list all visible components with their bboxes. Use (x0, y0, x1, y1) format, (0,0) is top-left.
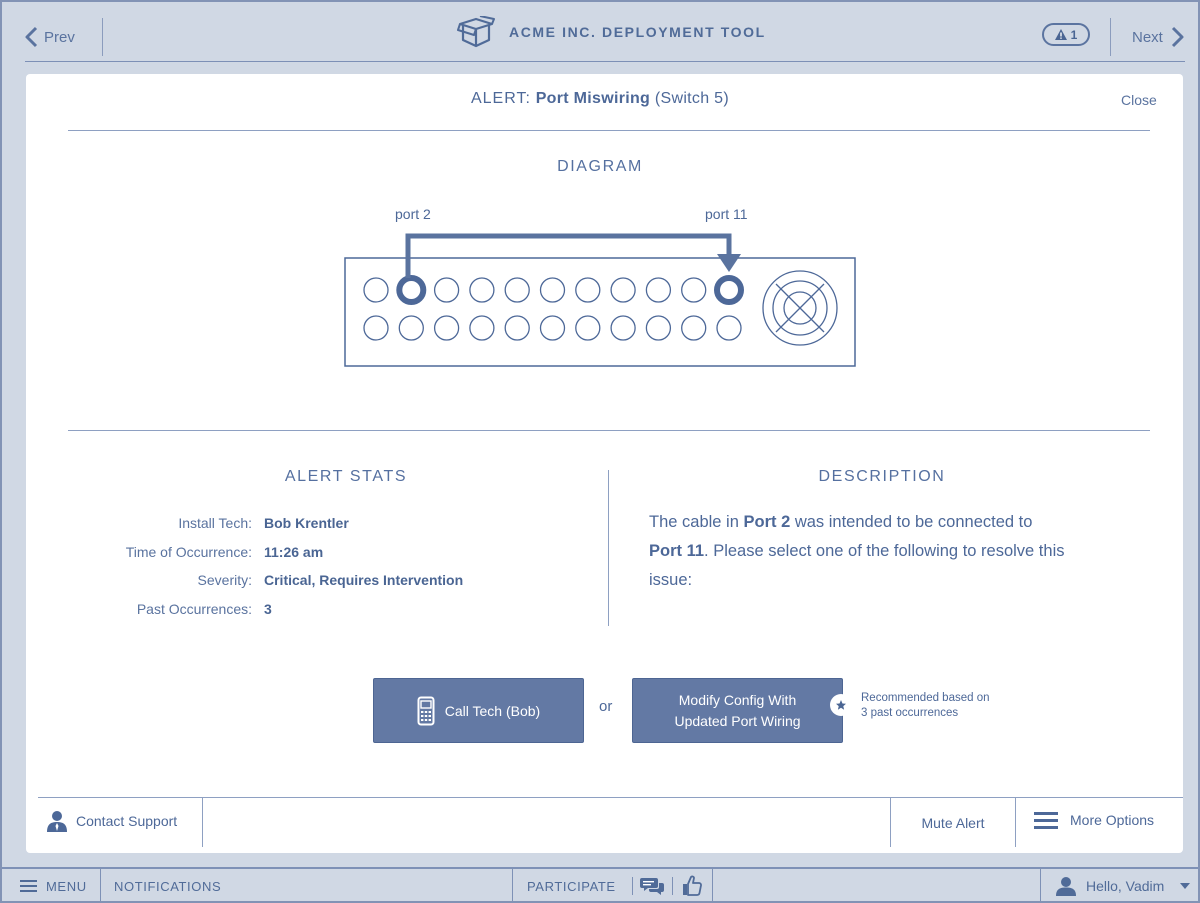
close-button[interactable]: Close (1121, 92, 1157, 108)
chevron-left-icon (24, 26, 38, 48)
alert-context: (Switch 5) (654, 90, 729, 107)
port-1 (364, 278, 388, 302)
port-2-label: port 2 (395, 206, 431, 222)
app-title (457, 16, 766, 48)
divider (68, 430, 1150, 431)
divider (202, 798, 203, 847)
port-6 (541, 278, 565, 302)
next-button[interactable] (1132, 24, 1185, 50)
alert-count-badge[interactable] (1042, 23, 1090, 46)
mute-alert-button[interactable]: Mute Alert (890, 798, 1016, 847)
divider (1110, 18, 1111, 56)
port-2-highlighted (399, 278, 423, 302)
port-22 (717, 316, 741, 340)
more-options-button[interactable] (1034, 810, 1154, 830)
user-avatar-icon (1056, 876, 1076, 896)
or-separator: or (599, 698, 613, 715)
divider (632, 877, 633, 895)
miswire-connector (408, 236, 729, 278)
support-person-icon (46, 810, 68, 832)
port-grid (364, 278, 741, 340)
modify-config-label-1: Modify Config With (678, 691, 797, 708)
recommendation-note: Recommended based on 3 past occurrences (861, 692, 990, 719)
app-title-text: ACME INC. DEPLOYMENT TOOL (509, 24, 766, 40)
port-9 (646, 278, 670, 302)
modify-config-button[interactable] (632, 678, 843, 743)
switch-diagram (26, 74, 1183, 394)
port-10 (682, 278, 706, 302)
port-19 (611, 316, 635, 340)
hamburger-icon (1034, 810, 1058, 830)
fan-icon (763, 271, 837, 345)
port-5 (505, 278, 529, 302)
call-tech-label: Call Tech (Bob) (444, 702, 541, 719)
divider (512, 869, 513, 903)
user-menu[interactable] (1056, 869, 1190, 903)
switch-chassis (345, 258, 855, 366)
alert-stats-heading: ALERT STATS (284, 468, 408, 485)
port-21 (682, 316, 706, 340)
user-greeting: Hello, Vadim (1086, 878, 1165, 894)
alert-title: Port Miswiring (535, 90, 651, 107)
menu-button[interactable] (20, 869, 87, 903)
like-button[interactable] (682, 869, 702, 903)
chat-button[interactable] (640, 869, 664, 903)
contact-support-label: Contact Support (76, 813, 178, 829)
menu-label: MENU (46, 878, 87, 894)
bottom-bar (0, 867, 1200, 903)
divider (712, 869, 713, 903)
warning-icon (1055, 29, 1067, 40)
prev-button[interactable] (24, 24, 75, 50)
card-footer (38, 797, 1183, 847)
port-3 (435, 278, 459, 302)
hamburger-icon (20, 879, 37, 893)
divider (102, 18, 103, 56)
next-label: Next (1132, 28, 1163, 46)
divider (672, 877, 673, 895)
modify-config-label-2: Updated Port Wiring (674, 712, 801, 729)
participate-tab[interactable]: PARTICIPATE (527, 878, 616, 894)
top-bar (0, 0, 1200, 62)
port-13 (399, 316, 423, 340)
connector-arrow (717, 254, 741, 272)
divider (1040, 869, 1041, 903)
port-16 (505, 316, 529, 340)
port-11-highlighted (717, 278, 741, 302)
description-heading: DESCRIPTION (818, 468, 946, 485)
description-text: The cable in Port 2 was intended to be connected to Port 11. Please select one of the following to resolve this issue: (649, 513, 1065, 589)
alert-card: ALERT: Port Miswiring (Switch 5) Close DIAGRAM port 2 port 11 ALERT STATS Install Tech: Bob Krentler Time of Occurrence: 11:26 am Severity: Critical, Requires Intervention Past Occurrences: 3 DESCRIPTION The cable in Port 2 was intended to be connected to Port 11. Please select one of the following to resolve this issue: Call Tech (Bob) or Modify Config With Updated Port Wiring Recommended based on 3 past occurrences Contact Support Mute Alert More Options (26, 74, 1183, 853)
port-11-label: port 11 (705, 206, 748, 222)
port-18 (576, 316, 600, 340)
port-17 (541, 316, 565, 340)
caret-down-icon (1180, 883, 1190, 889)
port-4 (470, 278, 494, 302)
diagram-heading: DIAGRAM (557, 158, 643, 175)
port-8 (611, 278, 635, 302)
notifications-tab[interactable]: NOTIFICATIONS (114, 878, 222, 894)
divider (608, 470, 609, 626)
chat-bubbles-icon (640, 876, 664, 896)
recommended-star-icon (830, 694, 852, 716)
contact-support-button[interactable] (46, 810, 177, 832)
phone-icon (417, 696, 435, 726)
thumbs-up-icon (682, 875, 702, 897)
more-options-label: More Options (1070, 812, 1155, 828)
divider (100, 869, 101, 903)
port-7 (576, 278, 600, 302)
top-bar-rule (25, 61, 1185, 62)
port-15 (470, 316, 494, 340)
port-14 (435, 316, 459, 340)
prev-label: Prev (44, 28, 75, 46)
box-logo-icon (457, 16, 495, 48)
alert-prefix: ALERT: (470, 90, 531, 107)
chevron-right-icon (1171, 26, 1185, 48)
port-12 (364, 316, 388, 340)
port-20 (646, 316, 670, 340)
call-tech-button[interactable] (373, 678, 584, 743)
alert-count: 1 (1070, 27, 1078, 42)
